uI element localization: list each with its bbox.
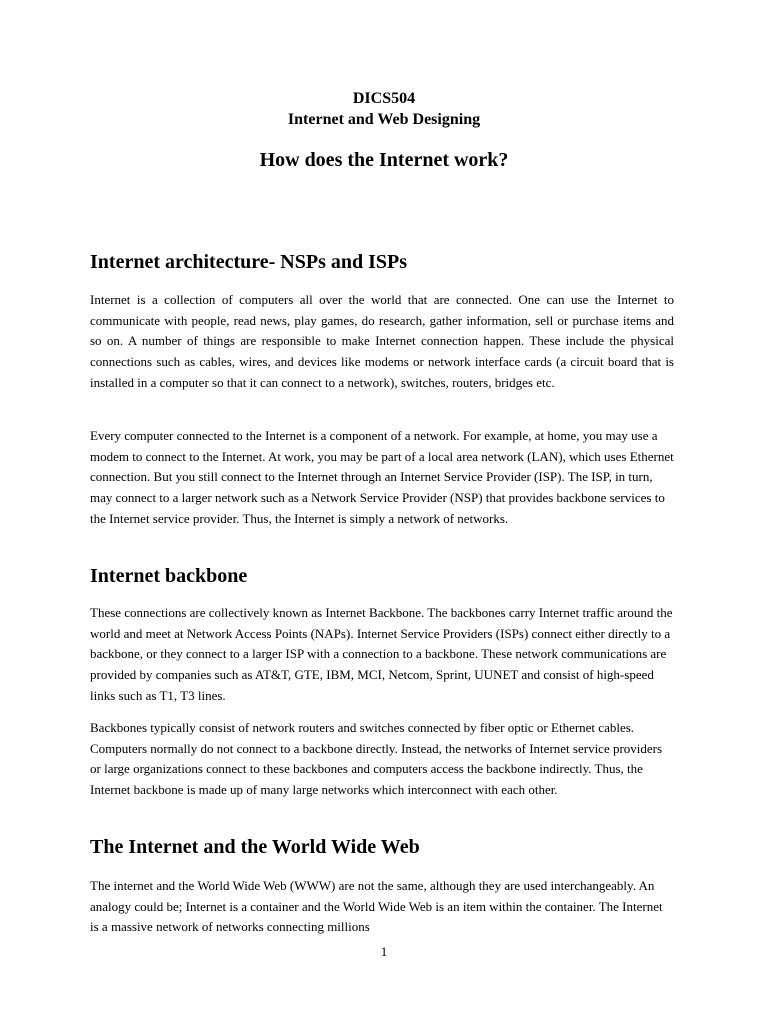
paragraph-backbone-1: These connections are collectively known as Internet Backbone. The backbones carry Internet traffic around the world and meet at Network Access Points (NAPs). Internet Service Providers (ISPs) connect either directly to a backbone, or they connect to a larger ISP with a connection to a backbone. These network communications are provided by companies such as AT&T, GTE, IBM, MCI, Netcom, Sprint, UUNET and consist of high-speed links such as T1, T3 lines. bbox=[90, 605, 673, 703]
section-heading-architecture: Internet architecture- NSPs and ISPs bbox=[90, 251, 408, 273]
section-heading-www: The Internet and the World Wide Web bbox=[90, 836, 420, 858]
course-title: Internet and Web Designing bbox=[287, 111, 481, 128]
page-number: 1 bbox=[380, 944, 388, 959]
course-code: DICS504 bbox=[352, 90, 416, 107]
document-title: How does the Internet work? bbox=[259, 149, 509, 171]
paragraph-backbone-2: Backbones typically consist of network routers and switches connected by fiber optic or Ethernet cables. Computers normally do not connect to a backbone directly. Instead, the networks of Internet service providers or large organizations connect to these backbones and computers access the backbone indirectly. Thus, the Internet backbone is made up of many large networks which interconnect with each other. bbox=[90, 720, 663, 798]
paragraph-www-1: The internet and the World Wide Web (WWW) are not the same, although they are used interchangeably. An analogy could be; Internet is a container and the World Wide Web is an item within the container. The Internet is a massive network of networks connecting millions bbox=[90, 878, 663, 935]
paragraph-architecture-1: Internet is a collection of computers all over the world that are connected. One can use the Internet to communicate with people, read news, play games, do research, gather information, sell or purchase items and so on. A number of things are responsible to make Internet connection happen. These include the physical connections such as cables, wires, and devices like modems or network interface cards (a circuit board that is installed in a computer so that it can connect to a network), switches, routers, bridges etc. bbox=[90, 292, 674, 390]
paragraph-architecture-2: Every computer connected to the Internet is a component of a network. For example, at home, you may use a modem to connect to the Internet. At work, you may be part of a local area network (LAN), which uses Ethernet connection. But you still connect to the Internet through an Internet Service Provider (ISP). The ISP, in turn, may connect to a larger network such as a Network Service Provider (NSP) that provides backbone services to the Internet service provider. Thus, the Internet is simply a network of networks. bbox=[90, 428, 674, 526]
section-heading-backbone: Internet backbone bbox=[90, 565, 248, 587]
